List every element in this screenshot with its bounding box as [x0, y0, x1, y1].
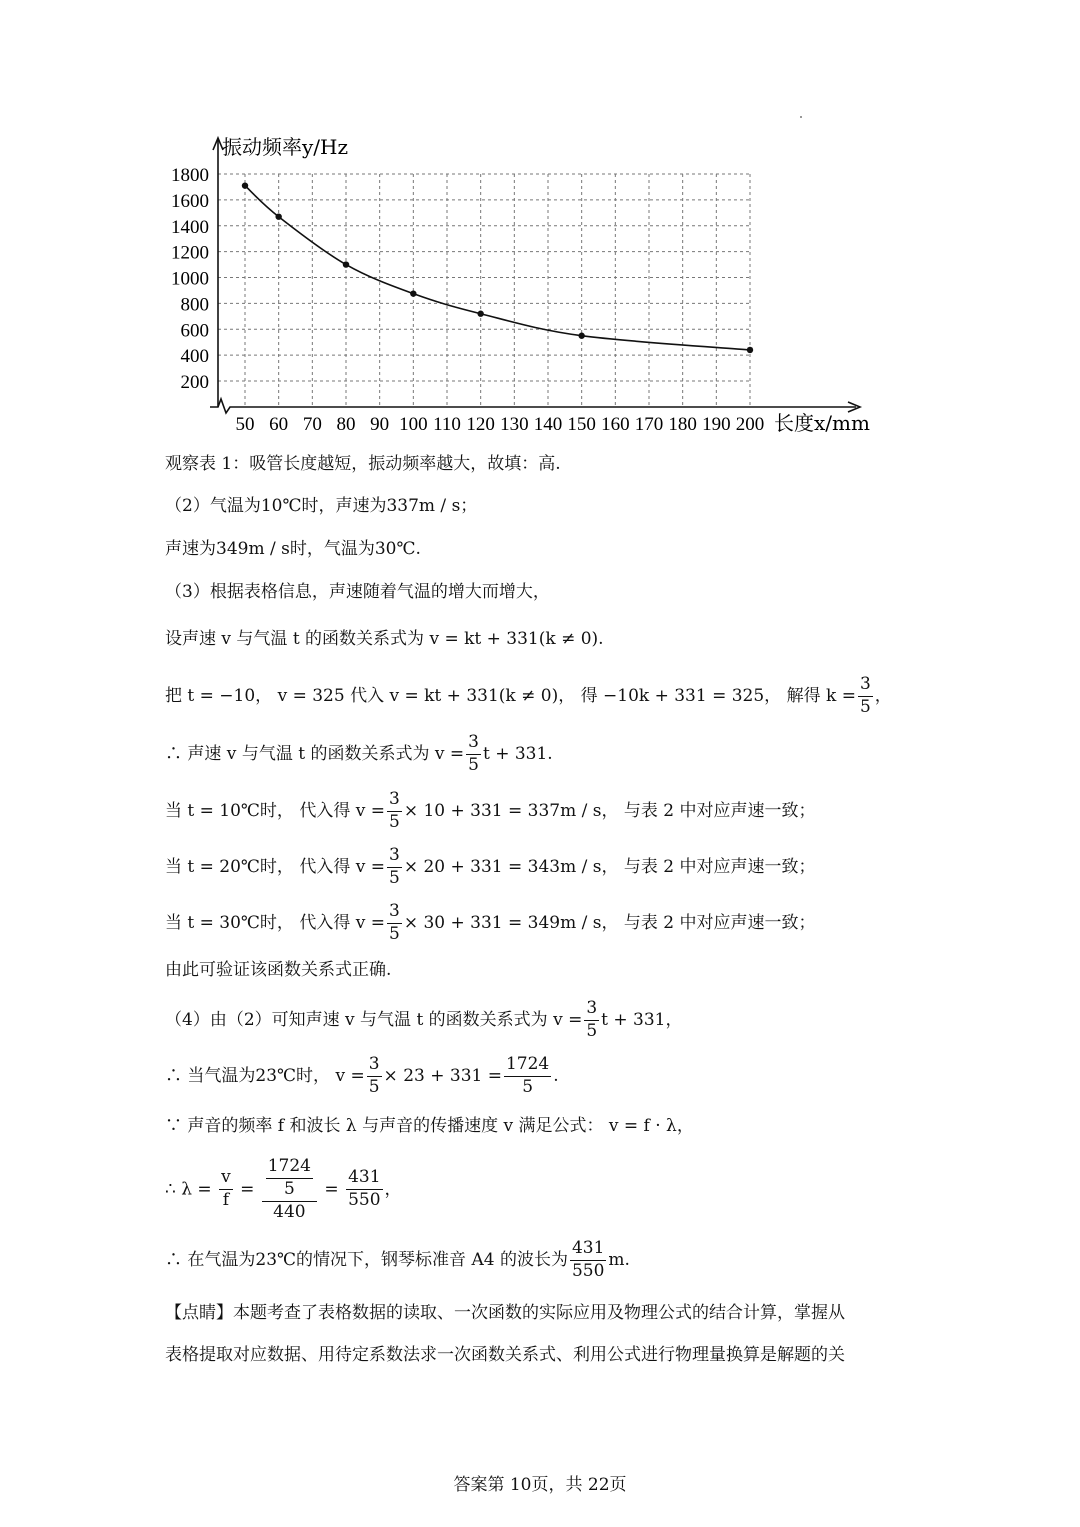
x-tick-label: 60 — [269, 414, 289, 435]
denominator: 550 — [348, 1190, 381, 1211]
y-tick-label: 800 — [180, 294, 209, 316]
eq-16a: ∴ 在气温为23℃的情况下，钢琴标准音 A4 的波长为 — [165, 1249, 568, 1270]
fraction-3-5 — [387, 791, 402, 832]
text-line-5: 设声速 v 与气温 t 的函数关系式为 v = kt + 331(k ≠ 0). — [165, 629, 604, 649]
data-point — [410, 290, 416, 296]
denominator: 550 — [571, 1260, 605, 1281]
denominator: 5 — [468, 754, 479, 775]
fraction-v-f — [219, 1169, 233, 1210]
x-tick-label: 160 — [601, 414, 630, 435]
eq-6a: 把 t = −10， v = 325 代入 v = kt + 331(k ≠ 0)， 得 −10k + 331 = 325， 解得 k = — [165, 685, 856, 706]
y-axis-label: 振动频率y/Hz — [222, 135, 349, 159]
y-tick-label: 1000 — [171, 268, 209, 290]
data-point — [747, 347, 753, 353]
x-tick-label: 130 — [500, 414, 529, 435]
chart-grid — [218, 174, 750, 407]
eq-15c: ， — [384, 1179, 402, 1200]
data-point — [242, 182, 248, 188]
eq-13b: × 23 + 331 = — [383, 1065, 502, 1086]
frequency-length-chart — [150, 120, 880, 440]
denominator: 5 — [389, 867, 400, 888]
x-tick-label: 50 — [235, 414, 255, 435]
numerator: 431 — [346, 1169, 382, 1190]
denominator: 5 — [389, 923, 400, 944]
page-footer: 答案第 10页，共 22页 — [453, 1475, 627, 1495]
numerator: 3 — [367, 1056, 382, 1077]
x-tick-label: 70 — [302, 414, 322, 435]
data-points — [242, 182, 753, 353]
x-tick-label: 170 — [634, 414, 664, 435]
y-tick-label: 600 — [180, 320, 209, 342]
eq-7a: ∴ 声速 v 与气温 t 的函数关系式为 v = — [165, 743, 465, 764]
text-line-6 — [165, 676, 892, 717]
x-tick-label: 140 — [533, 414, 563, 435]
x-tick-label: 120 — [466, 414, 495, 435]
inner-fraction — [266, 1158, 313, 1199]
text-line-7 — [165, 734, 553, 775]
stray-dot — [800, 116, 802, 118]
fraction-3-5 — [387, 903, 402, 944]
inner-numerator: 1724 — [266, 1158, 313, 1179]
fraction-1724-5 — [504, 1056, 551, 1097]
numerator: v — [219, 1169, 233, 1190]
x-axis-label: 长度x/mm — [774, 411, 870, 435]
numerator — [262, 1158, 317, 1202]
numerator: 3 — [466, 734, 481, 755]
eq-13c: . — [553, 1065, 559, 1086]
x-tick-label: 150 — [567, 414, 596, 435]
y-tick-label: 1600 — [171, 190, 209, 212]
text-line-12 — [165, 1000, 683, 1041]
text-line-2: （2）气温为10℃时，声速为337m / s； — [165, 496, 478, 516]
text-line-9 — [165, 847, 816, 888]
eq-8b: × 10 + 331 = 337m / s， 与表 2 中对应声速一致； — [403, 800, 816, 821]
denominator: f — [222, 1190, 230, 1211]
numerator: 3 — [584, 1000, 599, 1021]
y-tick-labels — [171, 165, 209, 393]
numerator: 3 — [387, 903, 402, 924]
fraction-3-5 — [466, 734, 481, 775]
eq-9a: 当 t = 20℃时， 代入得 v = — [165, 856, 385, 877]
eq-15eq: = — [240, 1179, 255, 1200]
text-line-15 — [165, 1158, 402, 1222]
eq-10a: 当 t = 30℃时， 代入得 v = — [165, 912, 385, 933]
eq-16b: m. — [608, 1249, 630, 1270]
x-tick-label: 110 — [433, 414, 461, 435]
data-point — [578, 333, 584, 339]
y-tick-label: 400 — [180, 346, 209, 368]
denominator: 5 — [368, 1076, 380, 1097]
eq-12a: （4）由（2）可知声速 v 与气温 t 的函数关系式为 v = — [165, 1009, 583, 1030]
x-tick-label: 180 — [668, 414, 697, 435]
data-point — [477, 311, 483, 317]
y-tick-label: 1800 — [171, 165, 209, 186]
x-tick-labels — [236, 414, 765, 435]
numerator: 1724 — [504, 1056, 551, 1077]
eq-7b: t + 331. — [482, 743, 553, 764]
numerator: 431 — [570, 1240, 606, 1261]
fraction-431-550 — [346, 1169, 382, 1210]
fraction-3-5 — [584, 1000, 599, 1041]
y-tick-label: 1400 — [171, 216, 209, 238]
eq-15a: ∴ λ = — [165, 1179, 212, 1200]
numerator: 3 — [858, 676, 873, 697]
text-line-18: 表格提取对应数据、用待定系数法求一次函数关系式、利用公式进行物理量换算是解题的关 — [165, 1345, 845, 1365]
text-line-10 — [165, 903, 816, 944]
denominator: 440 — [273, 1201, 306, 1222]
eq-6b: ， — [874, 685, 892, 706]
text-line-3: 声速为349m / s时，气温为30℃. — [165, 539, 421, 559]
y-tick-label: 200 — [180, 372, 209, 393]
text-line-1: 观察表 1：吸管长度越短，振动频率越大，故填：高. — [165, 454, 561, 474]
text-line-8 — [165, 791, 816, 832]
compound-fraction — [262, 1158, 317, 1222]
fraction-431-550 — [570, 1240, 606, 1281]
data-point — [275, 213, 281, 219]
denominator: 5 — [389, 811, 400, 832]
denominator: 5 — [859, 696, 871, 717]
eq-9b: × 20 + 331 = 343m / s， 与表 2 中对应声速一致； — [403, 856, 816, 877]
data-point — [343, 261, 349, 267]
x-tick-label: 80 — [336, 414, 356, 435]
eq-13a: ∴ 当气温为23℃时， v = — [165, 1065, 365, 1086]
denominator: 5 — [522, 1076, 534, 1097]
text-line-11: 由此可验证该函数关系式正确. — [165, 960, 392, 980]
text-line-14: ∵ 声音的频率 f 和波长 λ 与声音的传播速度 v 满足公式： v = f · λ， — [165, 1116, 694, 1136]
inner-denominator: 5 — [283, 1178, 295, 1199]
fraction-3-5 — [387, 847, 402, 888]
y-tick-label: 1200 — [171, 242, 209, 264]
text-line-17: 【点睛】本题考查了表格数据的读取、一次函数的实际应用及物理公式的结合计算，掌握从 — [165, 1303, 845, 1323]
fraction-k — [858, 676, 873, 717]
eq-12b: t + 331， — [601, 1009, 683, 1030]
x-tick-label: 200 — [735, 414, 765, 435]
series-line — [245, 186, 750, 350]
fraction-3-5 — [367, 1056, 382, 1097]
eq-15eq2: = — [324, 1179, 339, 1200]
eq-8a: 当 t = 10℃时， 代入得 v = — [165, 800, 385, 821]
x-tick-label: 90 — [370, 414, 390, 435]
x-tick-label: 190 — [702, 414, 731, 435]
chart-axes — [210, 138, 860, 413]
text-line-13 — [165, 1056, 559, 1097]
numerator: 3 — [387, 791, 402, 812]
x-tick-label: 100 — [399, 414, 428, 435]
text-line-4: （3）根据表格信息，声速随着气温的增大而增大， — [165, 582, 550, 602]
x-axis — [210, 399, 856, 413]
text-line-16 — [165, 1240, 630, 1281]
denominator: 5 — [586, 1020, 598, 1041]
numerator: 3 — [387, 847, 402, 868]
eq-10b: × 30 + 331 = 349m / s， 与表 2 中对应声速一致； — [403, 912, 816, 933]
